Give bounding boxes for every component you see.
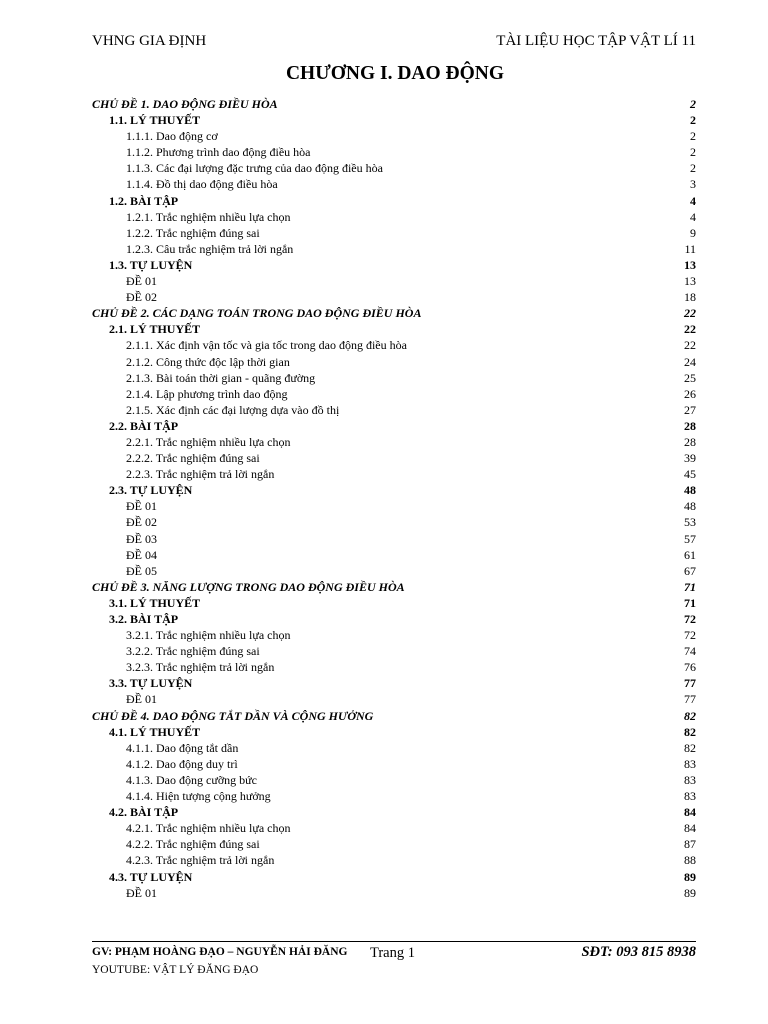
- toc-item-entry[interactable]: [92, 885, 696, 901]
- toc-entry-title: 2.2.2. Trắc nghiệm đúng sai: [126, 451, 260, 466]
- footer-divider: [92, 941, 696, 942]
- toc-entry-page: 89: [684, 869, 696, 884]
- toc-topic-entry[interactable]: [92, 96, 696, 112]
- toc-item-entry[interactable]: [92, 820, 696, 836]
- footer-authors: GV: PHẠM HOÀNG ĐẠO – NGUYỄN HẢI ĐĂNG: [92, 946, 348, 958]
- toc-entry-title: 1.3. TỰ LUYỆN: [109, 257, 193, 272]
- toc-topic-entry[interactable]: [92, 579, 696, 595]
- toc-section-entry[interactable]: [92, 482, 696, 498]
- toc-entry-page: 83: [684, 772, 696, 787]
- toc-entry-title: 4.1.3. Dao động cưỡng bức: [126, 772, 257, 787]
- toc-section-entry[interactable]: [92, 724, 696, 740]
- toc-item-entry[interactable]: [92, 547, 696, 563]
- toc-entry-page: 83: [684, 789, 696, 804]
- toc-entry-page: 13: [684, 274, 696, 289]
- toc-entry-page: 25: [684, 370, 696, 385]
- toc-item-entry[interactable]: [92, 852, 696, 868]
- toc-entry-title: 2.2.3. Trắc nghiệm trả lời ngắn: [126, 467, 275, 482]
- toc-entry-title: ĐỀ 01: [126, 274, 157, 289]
- page-header: [92, 33, 696, 53]
- toc-entry-page: 11: [684, 241, 696, 256]
- toc-entry-title: 2.2.1. Trắc nghiệm nhiều lựa chọn: [126, 434, 291, 449]
- toc-item-entry[interactable]: [92, 691, 696, 707]
- toc-entry-title: 2.1.1. Xác định vận tốc và gia tốc trong dao động điều hòa: [126, 338, 407, 353]
- toc-entry-page: 76: [684, 660, 696, 675]
- toc-entry-page: 84: [684, 805, 696, 820]
- toc-entry-title: CHỦ ĐỀ 1. DAO ĐỘNG ĐIỀU HÒA: [92, 97, 278, 111]
- toc-entry-title: 3.2.3. Trắc nghiệm trả lời ngắn: [126, 660, 275, 675]
- toc-entry-page: 28: [684, 434, 696, 449]
- toc-item-entry[interactable]: [92, 128, 696, 144]
- toc-topic-entry[interactable]: [92, 305, 696, 321]
- toc-section-entry[interactable]: [92, 675, 696, 691]
- toc-section-entry[interactable]: [92, 869, 696, 885]
- toc-entry-page: 74: [684, 644, 696, 659]
- toc-item-entry[interactable]: [92, 144, 696, 160]
- footer-phone: SĐT: 093 815 8938: [581, 944, 696, 960]
- toc-item-entry[interactable]: [92, 788, 696, 804]
- toc-entry-page: 24: [684, 354, 696, 369]
- toc-entry-page: 72: [684, 628, 696, 643]
- toc-entry-title: 4.2.3. Trắc nghiệm trả lời ngắn: [126, 853, 275, 868]
- toc-item-entry[interactable]: [92, 434, 696, 450]
- toc-entry-page: 77: [684, 692, 696, 707]
- toc-entry-page: 9: [690, 225, 696, 240]
- toc-section-entry[interactable]: [92, 112, 696, 128]
- toc-entry-title: ĐỀ 01: [126, 499, 157, 514]
- toc-entry-title: 3.2.2. Trắc nghiệm đúng sai: [126, 644, 260, 659]
- toc-entry-page: 82: [684, 740, 696, 755]
- toc-entry-title: 2.1.5. Xác định các đại lượng dựa vào đồ thị: [126, 402, 340, 417]
- toc-item-entry[interactable]: [92, 772, 696, 788]
- toc-entry-title: 1.1.4. Đồ thị dao động điều hòa: [126, 177, 278, 192]
- toc-entry-title: 2.1.2. Công thức độc lập thời gian: [126, 354, 290, 369]
- toc-entry-page: 84: [684, 821, 696, 836]
- toc-entry-page: 2: [690, 161, 696, 176]
- toc-entry-title: 1.2.3. Câu trắc nghiệm trả lời ngắn: [126, 241, 294, 256]
- toc-entry-page: 4: [690, 193, 696, 208]
- toc-entry-page: 28: [684, 418, 696, 433]
- toc-item-entry[interactable]: [92, 514, 696, 530]
- toc-entry-title: 4.2. BÀI TẬP: [109, 805, 179, 820]
- toc-entry-page: 57: [684, 531, 696, 546]
- toc-item-entry[interactable]: [92, 402, 696, 418]
- toc-item-entry[interactable]: [92, 225, 696, 241]
- toc-item-entry[interactable]: [92, 209, 696, 225]
- toc-item-entry[interactable]: [92, 756, 696, 772]
- toc-item-entry[interactable]: [92, 836, 696, 852]
- toc-entry-page: 61: [684, 547, 696, 562]
- toc-entry-page: 45: [684, 467, 696, 482]
- toc-entry-page: 27: [684, 402, 696, 417]
- toc-entry-title: 3.2.1. Trắc nghiệm nhiều lựa chọn: [126, 628, 291, 643]
- toc-entry-title: 4.1. LÝ THUYẾT: [109, 724, 201, 739]
- toc-entry-page: 71: [684, 579, 696, 594]
- toc-item-entry[interactable]: [92, 627, 696, 643]
- toc-entry-title: CHỦ ĐỀ 2. CÁC DẠNG TOÁN TRONG DAO ĐỘNG ĐIỀU HÒA: [92, 306, 422, 321]
- toc-item-entry[interactable]: [92, 370, 696, 386]
- toc-section-entry[interactable]: [92, 611, 696, 627]
- toc-entry-title: 2.2. BÀI TẬP: [109, 418, 179, 433]
- toc-item-entry[interactable]: [92, 531, 696, 547]
- toc-entry-title: 3.2. BÀI TẬP: [109, 612, 179, 626]
- toc-item-entry[interactable]: [92, 740, 696, 756]
- toc-entry-page: 2: [690, 113, 696, 128]
- toc-item-entry[interactable]: [92, 176, 696, 192]
- toc-entry-title: ĐỀ 03: [126, 531, 157, 546]
- toc-entry-page: 71: [684, 595, 696, 610]
- toc-item-entry[interactable]: [92, 273, 696, 289]
- toc-section-entry[interactable]: [92, 193, 696, 209]
- toc-entry-title: 4.2.2. Trắc nghiệm đúng sai: [126, 837, 260, 852]
- toc-entry-page: 13: [684, 257, 696, 272]
- chapter-title: CHƯƠNG I. DAO ĐỘNG: [285, 63, 505, 84]
- toc-item-entry[interactable]: [92, 241, 696, 257]
- toc-entry-page: 72: [684, 612, 696, 626]
- footer: [92, 946, 696, 964]
- toc-entry-title: 4.1.4. Hiện tượng cộng hưởng: [126, 789, 271, 804]
- toc-section-entry[interactable]: [92, 804, 696, 820]
- toc-entry-title: 2.1.4. Lập phương trình dao động: [126, 386, 288, 401]
- toc-entry-page: 3: [690, 177, 696, 192]
- toc-section-entry[interactable]: [92, 418, 696, 434]
- toc-entry-title: ĐỀ 02: [126, 515, 157, 530]
- toc-entry-title: 3.3. TỰ LUYỆN: [109, 676, 193, 691]
- toc-entry-page: 22: [684, 322, 696, 337]
- toc-entry-page: 2: [690, 97, 696, 111]
- toc-entry-title: 1.2. BÀI TẬP: [109, 193, 179, 208]
- toc-entry-page: 18: [684, 290, 696, 305]
- toc-entry-title: 1.1.2. Phương trình dao động điều hòa: [126, 145, 311, 160]
- toc-section-entry[interactable]: [92, 321, 696, 337]
- toc-entry-title: 1.2.2. Trắc nghiệm đúng sai: [126, 225, 260, 240]
- toc-entry-title: 1.1. LÝ THUYẾT: [109, 113, 201, 128]
- toc-entry-page: 77: [684, 676, 696, 691]
- toc-entry-page: 82: [684, 724, 696, 739]
- toc-entry-title: ĐỀ 01: [126, 692, 157, 707]
- toc-item-entry[interactable]: [92, 354, 696, 370]
- toc-entry-page: 53: [684, 515, 696, 530]
- toc-entry-page: 22: [684, 306, 696, 321]
- table-of-contents: [92, 96, 696, 901]
- toc-section-entry[interactable]: [92, 257, 696, 273]
- toc-item-entry[interactable]: [92, 289, 696, 305]
- toc-entry-title: ĐỀ 01: [126, 885, 157, 900]
- toc-entry-page: 89: [684, 885, 696, 900]
- toc-entry-title: ĐỀ 05: [126, 563, 157, 578]
- footer-youtube: YOUTUBE: VẬT LÝ ĐĂNG ĐẠO: [92, 964, 259, 976]
- toc-section-entry[interactable]: [92, 595, 696, 611]
- toc-item-entry[interactable]: [92, 450, 696, 466]
- toc-entry-page: 83: [684, 756, 696, 771]
- toc-entry-title: CHỦ ĐỀ 3. NĂNG LƯỢNG TRONG DAO ĐỘNG ĐIỀU HÒA: [92, 579, 405, 594]
- toc-entry-page: 22: [684, 338, 696, 353]
- toc-entry-title: CHỦ ĐỀ 4. DAO ĐỘNG TẮT DẦN VÀ CỘNG HƯỞNG: [92, 708, 374, 723]
- toc-entry-page: 67: [684, 563, 696, 578]
- toc-entry-page: 87: [684, 837, 696, 852]
- toc-entry-page: 82: [684, 708, 696, 723]
- toc-entry-title: 1.2.1. Trắc nghiệm nhiều lựa chọn: [126, 209, 291, 224]
- toc-entry-page: 4: [690, 209, 696, 224]
- toc-entry-title: 2.3. TỰ LUYỆN: [109, 483, 193, 498]
- toc-entry-page: 2: [690, 145, 696, 160]
- toc-item-entry[interactable]: [92, 643, 696, 659]
- toc-item-entry[interactable]: [92, 659, 696, 675]
- toc-entry-page: 39: [684, 451, 696, 466]
- toc-entry-title: ĐỀ 02: [126, 290, 157, 305]
- toc-entry-title: 4.1.1. Dao động tắt dần: [126, 740, 239, 755]
- toc-topic-entry[interactable]: [92, 708, 696, 724]
- toc-item-entry[interactable]: [92, 563, 696, 579]
- toc-entry-title: 4.2.1. Trắc nghiệm nhiều lựa chọn: [126, 821, 291, 836]
- toc-item-entry[interactable]: [92, 466, 696, 482]
- toc-entry-page: 48: [684, 499, 696, 514]
- header-right: TÀI LIỆU HỌC TẬP VẬT LÍ 11: [496, 33, 696, 49]
- toc-entry-page: 48: [684, 483, 696, 498]
- toc-entry-title: 3.1. LÝ THUYẾT: [109, 595, 201, 610]
- toc-entry-title: ĐỀ 04: [126, 547, 157, 562]
- toc-entry-title: 4.1.2. Dao động duy trì: [126, 756, 238, 771]
- toc-entry-title: 4.3. TỰ LUYỆN: [109, 869, 193, 884]
- toc-entry-title: 1.1.3. Các đại lượng đặc trưng của dao động điều hòa: [126, 161, 383, 176]
- toc-entry-title: 2.1.3. Bài toán thời gian - quãng đường: [126, 370, 316, 385]
- toc-entry-page: 2: [690, 129, 696, 144]
- toc-item-entry[interactable]: [92, 498, 696, 514]
- toc-entry-title: 1.1.1. Dao động cơ: [126, 129, 218, 144]
- footer-page-number: Trang 1: [370, 945, 415, 961]
- toc-entry-page: 26: [684, 386, 696, 401]
- toc-entry-title: 2.1. LÝ THUYẾT: [109, 322, 201, 337]
- toc-item-entry[interactable]: [92, 160, 696, 176]
- toc-item-entry[interactable]: [92, 386, 696, 402]
- toc-entry-page: 88: [684, 853, 696, 868]
- toc-item-entry[interactable]: [92, 337, 696, 353]
- header-left: VHNG GIA ĐỊNH: [92, 33, 207, 49]
